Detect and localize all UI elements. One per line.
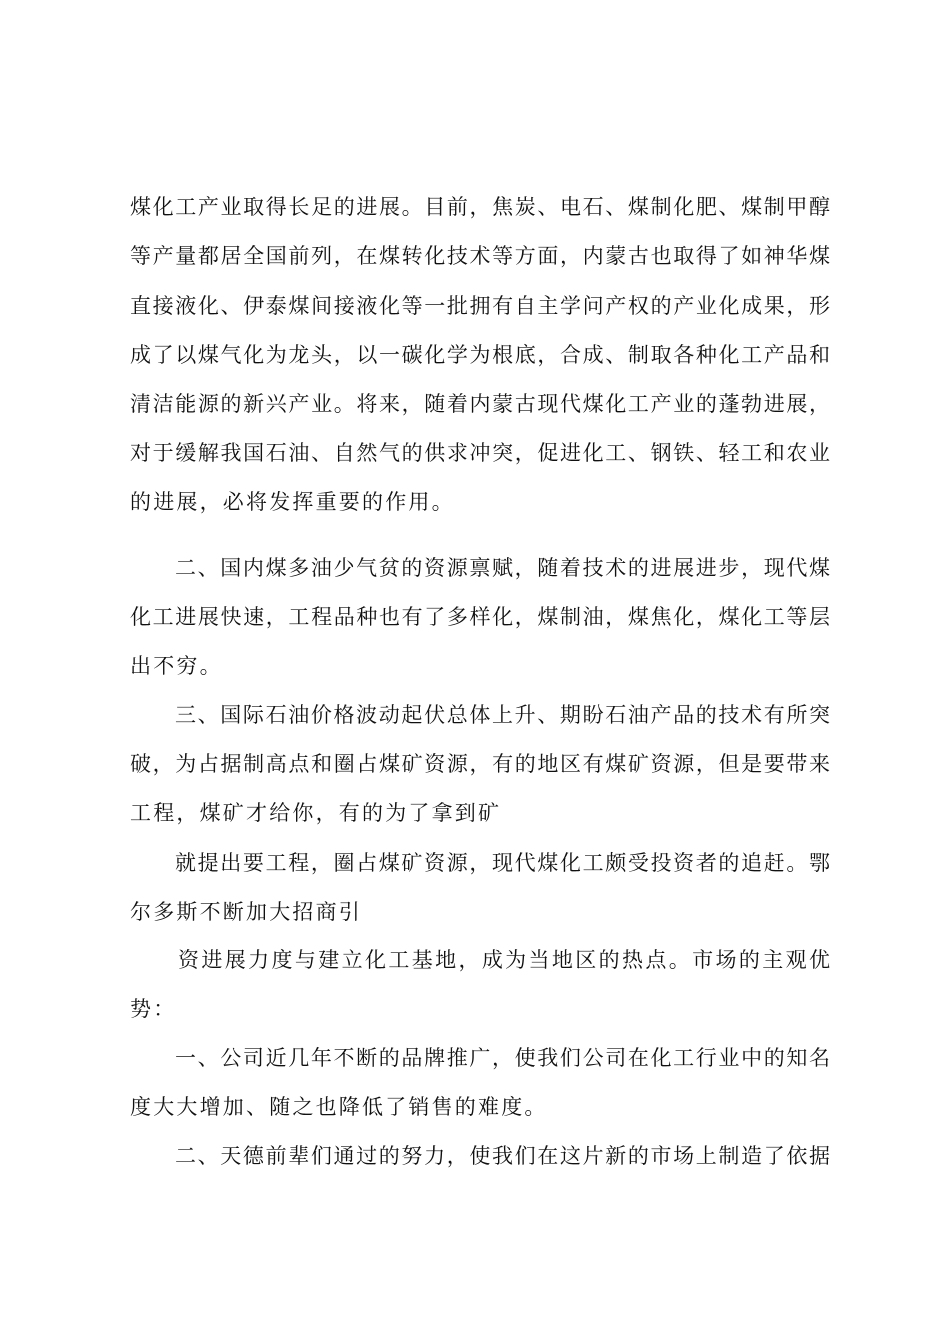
- paragraph-line: 等产量都居全国前列，在煤转化技术等方面，内蒙古也取得了如神华煤: [130, 244, 830, 268]
- paragraph-line: 破，为占据制高点和圈占煤矿资源，有的地区有煤矿资源，但是要带来: [130, 752, 830, 776]
- paragraph-line: 煤化工产业取得长足的进展。目前，焦炭、电石、煤制化肥、煤制甲醇: [130, 195, 830, 219]
- paragraph-line: 工程，煤矿才给你，有的为了拿到矿: [130, 801, 502, 825]
- paragraph-line: 三、国际石油价格波动起伏总体上升、期盼石油产品的技术有所突: [175, 703, 830, 727]
- paragraph-line: 势：: [130, 997, 177, 1021]
- paragraph-line: 一、公司近几年不断的品牌推广，使我们公司在化工行业中的知名: [175, 1046, 830, 1070]
- paragraph-line: 二、国内煤多油少气贫的资源禀赋，随着技术的进展进步，现代煤: [175, 556, 830, 580]
- paragraph-line: 资进展力度与建立化工基地，成为当地区的热点。市场的主观优: [178, 948, 830, 972]
- paragraph-line: 尔多斯不断加大招商引: [130, 900, 362, 924]
- paragraph-line: 对于缓解我国石油、自然气的供求冲突，促进化工、钢铁、轻工和农业: [130, 441, 830, 465]
- paragraph-line: 化工进展快速，工程品种也有了多样化，煤制油，煤焦化，煤化工等层: [130, 605, 830, 629]
- paragraph-line: 二、天德前辈们通过的努力，使我们在这片新的市场上制造了依据: [175, 1144, 830, 1168]
- paragraph-line: 的进展，必将发挥重要的作用。: [130, 490, 455, 514]
- paragraph-line: 度大大增加、随之也降低了销售的难度。: [130, 1095, 548, 1119]
- paragraph-line: 清洁能源的新兴产业。将来，随着内蒙古现代煤化工产业的蓬勃进展，: [130, 392, 830, 416]
- paragraph-line: 成了以煤气化为龙头，以一碳化学为根底，合成、制取各种化工产品和: [130, 343, 830, 367]
- paragraph-line: 直接液化、伊泰煤间接液化等一批拥有自主学问产权的产业化成果，形: [130, 294, 830, 318]
- paragraph-line: 就提出要工程，圈占煤矿资源，现代煤化工颇受投资者的追赶。鄂: [175, 851, 830, 875]
- paragraph-line: 出不穷。: [130, 654, 223, 678]
